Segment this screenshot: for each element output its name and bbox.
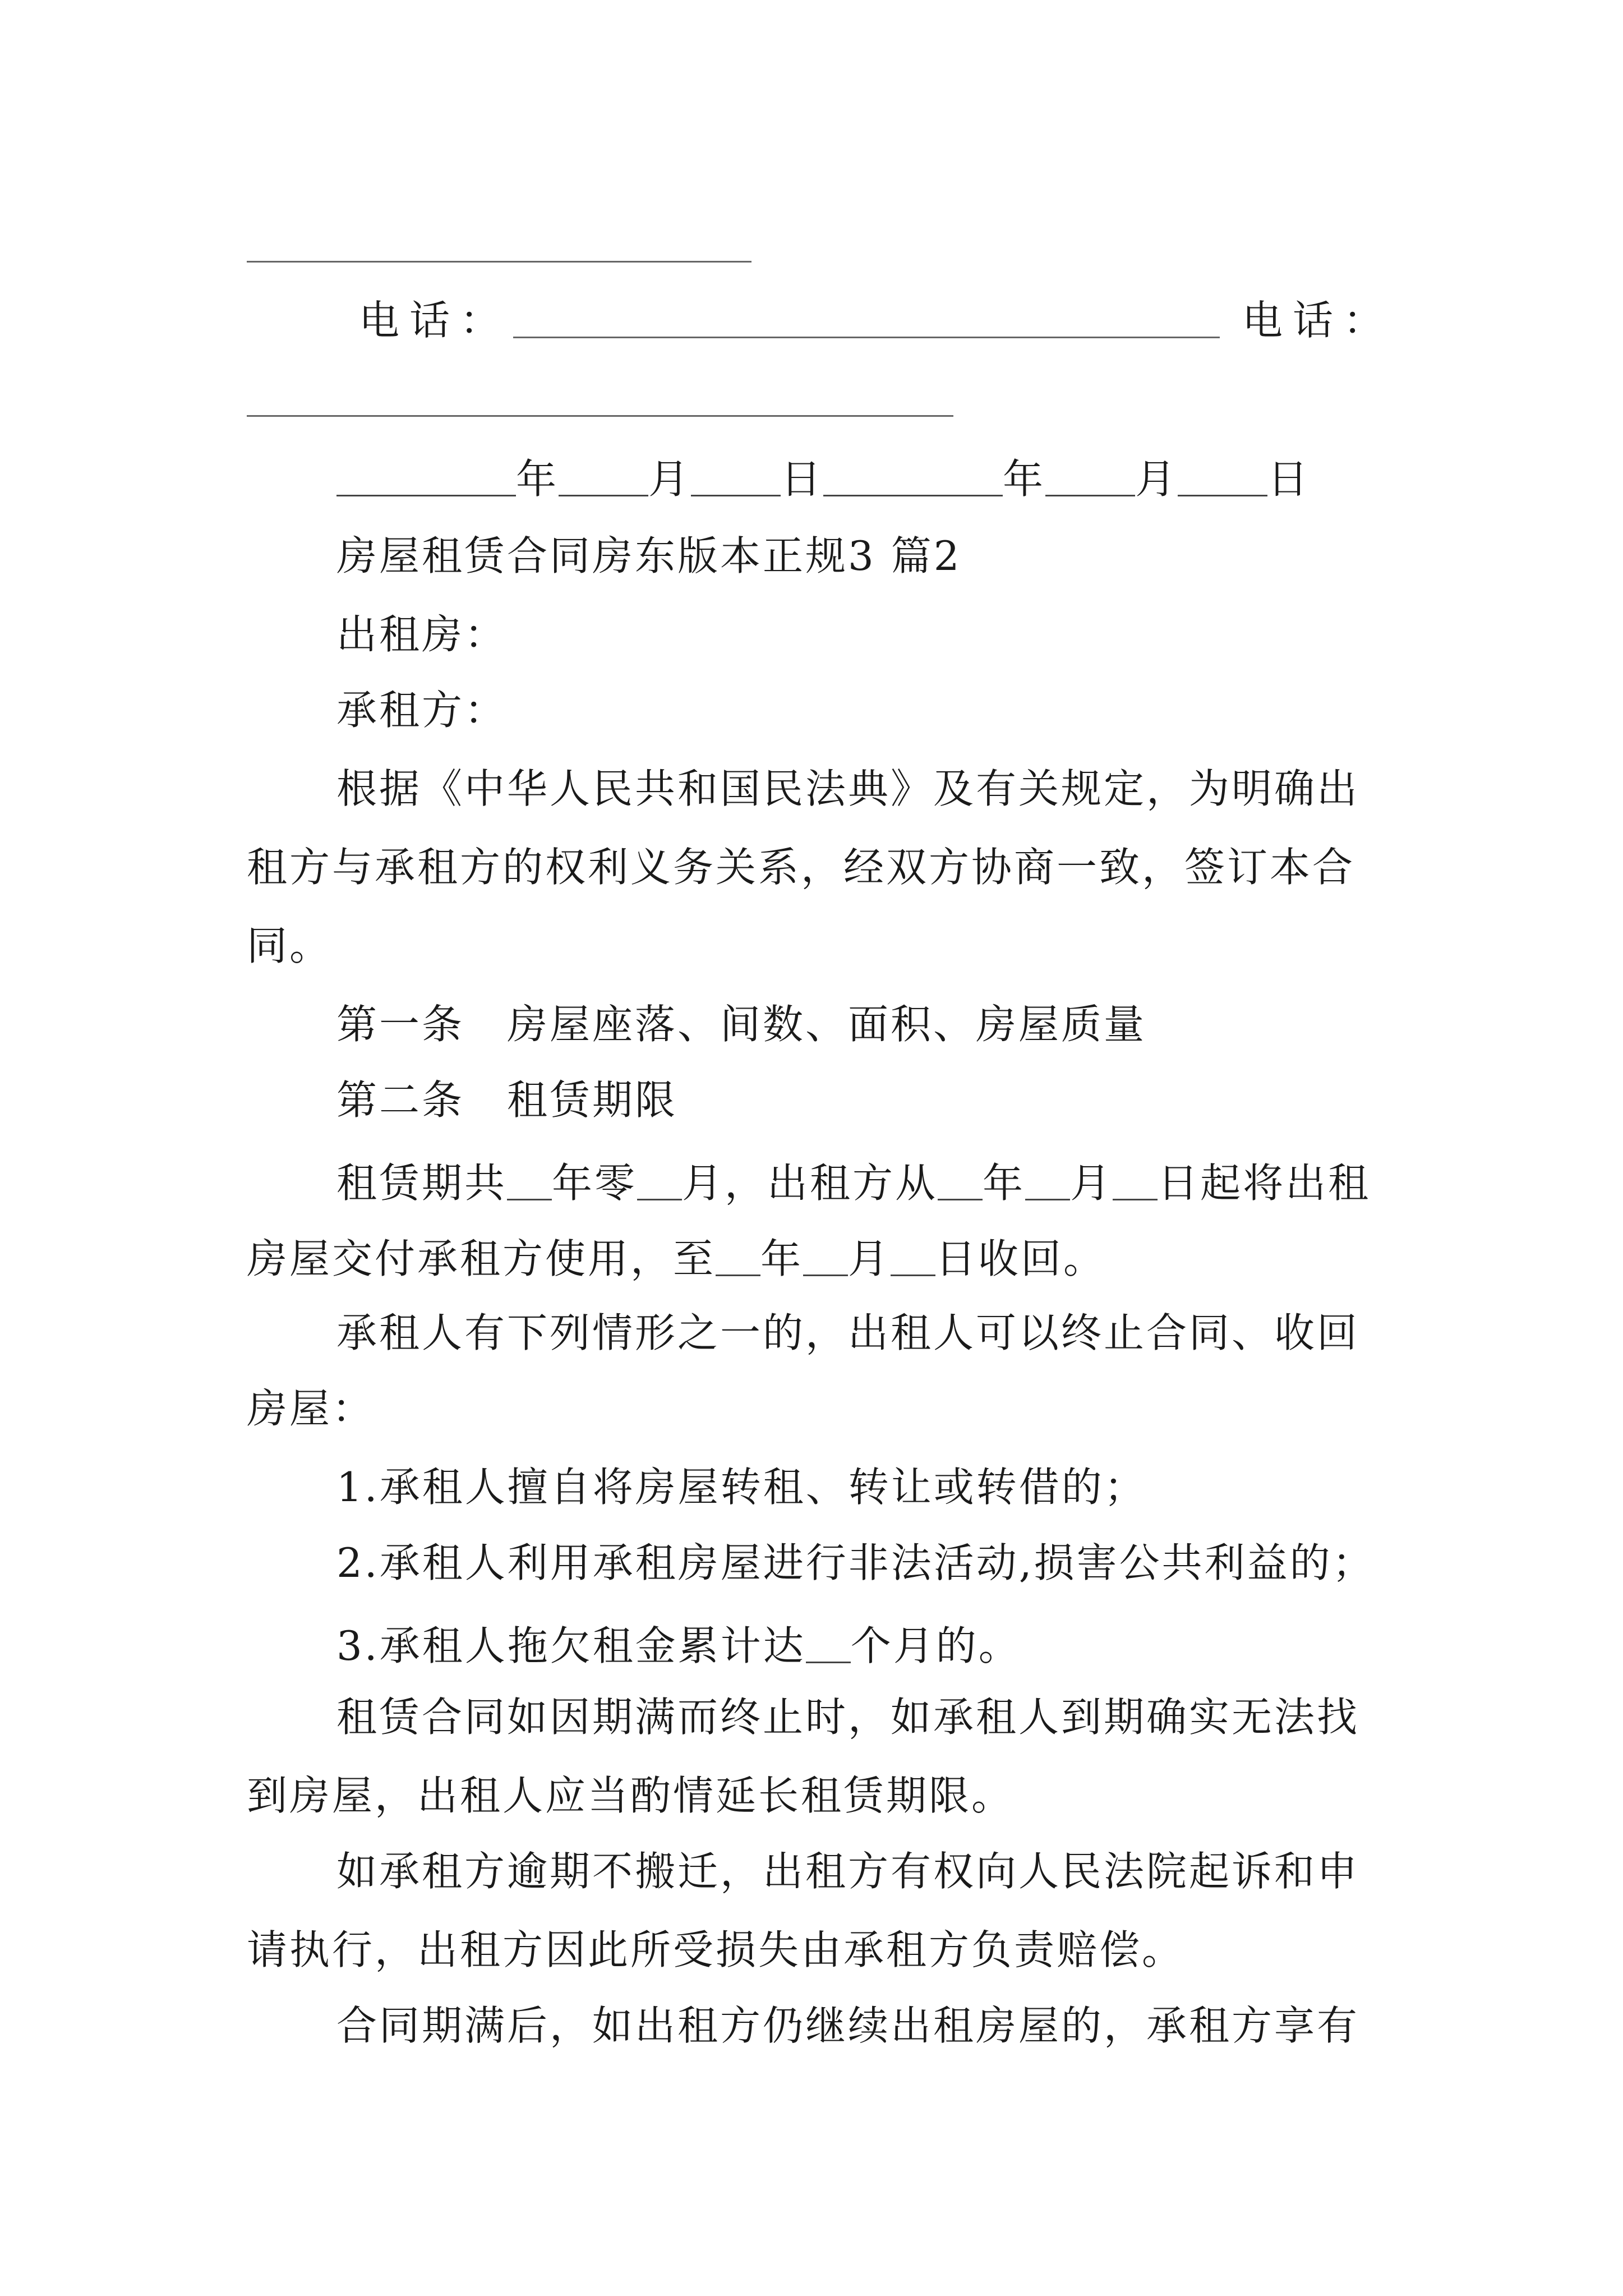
start-year-blank	[938, 1158, 983, 1200]
year-label: 年	[1003, 455, 1046, 503]
termination-item-2: 2.承租人利用承租房屋进行非法活动,损害公共利益的；	[336, 1539, 1375, 1586]
phone-label-left: 电话：	[359, 297, 511, 344]
expiry-paragraph-line: 到房屋，出租人应当酌情延长租赁期限。	[247, 1772, 1015, 1819]
day-blank	[1178, 454, 1267, 496]
renewal-paragraph-line: 合同期满后，如出租方仍继续出租房屋的，承租方享有	[336, 2002, 1360, 2049]
lessee-label: 承租方：	[336, 687, 508, 734]
termination-item-3	[336, 1621, 1385, 1669]
phone-blank-line-left	[513, 337, 1220, 338]
term-paragraph-line	[336, 1158, 1385, 1207]
month-blank	[559, 454, 648, 496]
month-blank	[1045, 454, 1135, 496]
intro-paragraph-line: 根据《中华人民共和国民法典》及有关规定，为明确出	[336, 765, 1360, 812]
term-text: 月，出租方从	[682, 1159, 938, 1207]
years-blank	[507, 1158, 552, 1200]
term-text: 年	[760, 1235, 804, 1282]
end-year-blank	[716, 1234, 760, 1276]
term-text: 租赁期共	[336, 1159, 508, 1207]
signature-blank-line-top	[247, 261, 751, 263]
phone-blank-line-right	[247, 415, 953, 417]
document-heading: 房屋租赁合同房东版本正规3 篇2	[336, 532, 962, 579]
termination-item-1: 1.承租人擅自将房屋转租、转让或转借的；	[336, 1464, 1147, 1511]
intro-paragraph-line: 同。	[247, 922, 333, 969]
start-day-blank	[1113, 1158, 1158, 1200]
term-text: 月	[1070, 1159, 1113, 1207]
start-month-blank	[1025, 1158, 1070, 1200]
month-label: 月	[648, 455, 691, 503]
day-label: 日	[781, 455, 824, 503]
term-text: 年	[983, 1159, 1026, 1207]
phone-label-right: 电话：	[1242, 297, 1394, 344]
lessor-label: 出租房：	[336, 611, 508, 658]
term-text: 日起将出租	[1158, 1159, 1371, 1207]
months-overdue-blank	[806, 1621, 851, 1663]
expiry-paragraph-line: 租赁合同如因期满而终止时，如承租人到期确实无法找	[336, 1694, 1360, 1741]
signature-date-row	[336, 454, 1311, 503]
day-label: 日	[1267, 455, 1311, 503]
year-label: 年	[516, 455, 559, 503]
article-2-heading: 第二条 租赁期限	[336, 1076, 678, 1124]
overdue-paragraph-line: 请执行，出租方因此所受损失由承租方负责赔偿。	[247, 1926, 1185, 1973]
term-text: 年零	[552, 1159, 638, 1207]
item-3-text: 3.承租人拖欠租金累计达	[336, 1622, 806, 1669]
year-blank	[336, 454, 516, 496]
year-blank	[823, 454, 1003, 496]
end-month-blank	[803, 1234, 848, 1276]
intro-paragraph-line: 租方与承租方的权利义务关系，经双方协商一致，签订本合	[247, 844, 1355, 891]
article-1-heading: 第一条 房屋座落、间数、面积、房屋质量	[336, 1001, 1147, 1048]
term-text: 月	[848, 1235, 891, 1282]
end-day-blank	[891, 1234, 935, 1276]
months-blank	[637, 1158, 682, 1200]
termination-paragraph-line: 房屋：	[247, 1385, 375, 1432]
termination-paragraph-line: 承租人有下列情形之一的，出租人可以终止合同、收回	[336, 1309, 1360, 1356]
term-text: 日收回。	[935, 1235, 1106, 1282]
month-label: 月	[1135, 455, 1178, 503]
term-text: 房屋交付承租方使用，至	[247, 1235, 716, 1282]
item-3-text: 个月的。	[850, 1622, 1021, 1669]
day-blank	[691, 454, 781, 496]
overdue-paragraph-line: 如承租方逾期不搬迁，出租方有权向人民法院起诉和申	[336, 1848, 1360, 1895]
term-paragraph-line	[247, 1234, 1385, 1282]
